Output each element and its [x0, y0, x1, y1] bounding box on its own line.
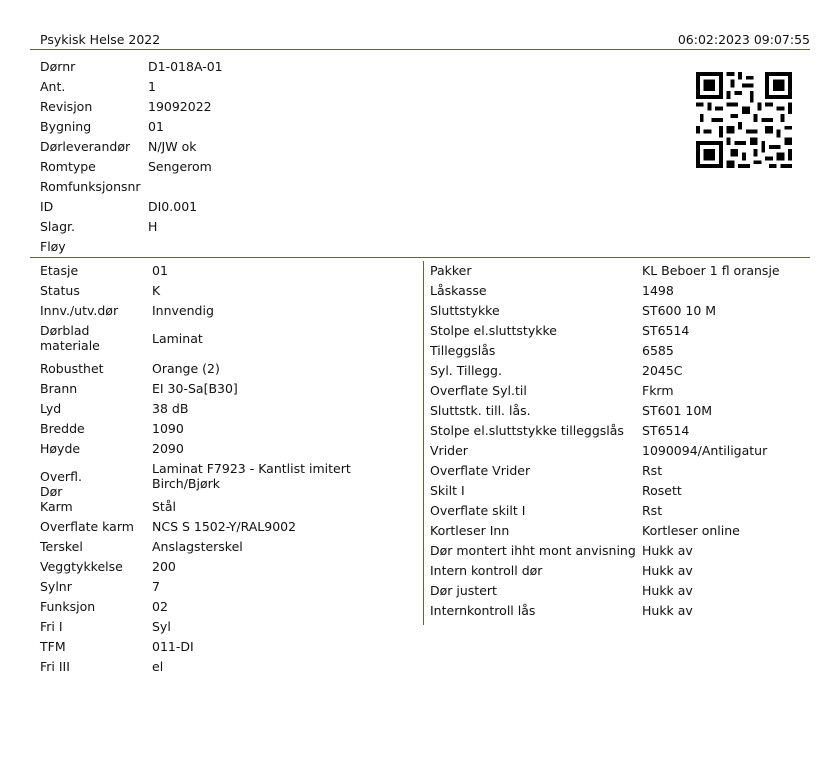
field-value: Kortleser online — [642, 523, 740, 538]
field-label: Robusthet — [40, 361, 104, 376]
field-value: 01 — [152, 263, 168, 278]
field-label: Internkontroll lås — [430, 603, 536, 618]
field-value: N/JW ok — [148, 139, 197, 154]
field-value: el — [152, 659, 164, 674]
field-label: Stolpe el.sluttstykke tilleggslås — [430, 423, 624, 438]
field-value: 1 — [148, 79, 156, 94]
field-value: 01 — [148, 119, 164, 134]
field-label: Revisjon — [40, 99, 93, 114]
field-label: Fri III — [40, 659, 70, 674]
field-label: ID — [40, 199, 54, 214]
field-label: Låskasse — [430, 283, 487, 298]
print-timestamp: 06:02:2023 09:07:55 — [677, 32, 810, 47]
field-value: Laminat — [152, 331, 203, 346]
field-label: Fløy — [40, 239, 66, 254]
field-value: 7 — [152, 579, 160, 594]
field-value: 19092022 — [148, 99, 212, 114]
field-label: Dørleverandør — [40, 139, 131, 154]
field-value: 02 — [152, 599, 168, 614]
right-column — [423, 261, 814, 625]
field-value: Fkrm — [642, 383, 674, 398]
field-value: 200 — [152, 559, 176, 574]
field-value: 2045C — [642, 363, 683, 378]
field-label: Stolpe el.sluttstykke — [430, 323, 557, 338]
field-value: KL Beboer 1 fl oransje — [642, 263, 780, 278]
field-value: Sengerom — [148, 159, 212, 174]
field-label: Ant. — [40, 79, 66, 94]
field-label: Lyd — [40, 401, 62, 416]
field-value: Orange (2) — [152, 361, 220, 376]
field-label: Pakker — [430, 263, 472, 278]
field-label: Sluttstk. till. lås. — [430, 403, 531, 418]
field-label: Skilt I — [430, 483, 465, 498]
field-label: Tilleggslås — [430, 343, 496, 358]
field-value: Anslagsterskel — [152, 539, 243, 554]
field-label: Vrider — [430, 443, 468, 458]
field-value: ST600 10 M — [642, 303, 717, 318]
field-label: Sluttstykke — [430, 303, 500, 318]
door-specification-section — [30, 261, 810, 681]
field-value: Hukk av — [642, 543, 693, 558]
field-value: 1090094/Antiligatur — [642, 443, 768, 458]
field-value: H — [148, 219, 158, 234]
field-value: Rst — [642, 503, 663, 518]
left-column — [30, 261, 420, 681]
field-label: Etasje — [40, 263, 79, 278]
field-label: Dørnr — [40, 59, 76, 74]
field-label: Romtype — [40, 159, 96, 174]
field-value: Syl — [152, 619, 171, 634]
field-value: Stål — [152, 499, 176, 514]
field-value: DI0.001 — [148, 199, 198, 214]
field-value: 38 dB — [152, 401, 189, 416]
field-label: Sylnr — [40, 579, 72, 594]
field-value: Rst — [642, 463, 663, 478]
field-label: Romfunksjonsnr — [40, 179, 141, 194]
field-label: Syl. Tillegg. — [430, 363, 502, 378]
qr-code-icon — [696, 72, 792, 168]
field-label: Karm — [40, 499, 73, 514]
field-label: Overflate skilt I — [430, 503, 526, 518]
field-label: Veggtykkelse — [40, 559, 123, 574]
field-value: ST6514 — [642, 423, 690, 438]
field-label: Funksjon — [40, 599, 96, 614]
field-label: Overflate karm — [40, 519, 134, 534]
field-value: Innvendig — [152, 303, 214, 318]
field-value: EI 30-Sa[B30] — [152, 381, 238, 396]
document-title: Psykisk Helse 2022 — [40, 32, 161, 47]
field-label: Bredde — [40, 421, 85, 436]
field-label: Terskel — [40, 539, 83, 554]
field-value: Hukk av — [642, 603, 693, 618]
field-value: 1498 — [642, 283, 674, 298]
field-value: Hukk av — [642, 563, 693, 578]
field-label: Høyde — [40, 441, 81, 456]
field-label: Dør justert — [430, 583, 497, 598]
field-value: Rosett — [642, 483, 682, 498]
door-identity-section — [30, 57, 810, 258]
field-value: NCS S 1502-Y/RAL9002 — [152, 519, 297, 534]
field-value: 2090 — [152, 441, 184, 456]
page-header — [30, 30, 810, 50]
field-label: TFM — [40, 639, 66, 654]
field-label: Fri I — [40, 619, 63, 634]
field-label: Dør montert ihht mont anvisning — [430, 543, 636, 558]
field-value: K — [152, 283, 161, 298]
field-label: Brann — [40, 381, 78, 396]
field-label: Slagr. — [40, 219, 75, 234]
field-value: ST6514 — [642, 323, 690, 338]
field-value: ST601 10M — [642, 403, 713, 418]
field-value: Laminat F7923 - Kantlist imitert Birch/Bjørk — [152, 461, 351, 491]
field-label: Status — [40, 283, 80, 298]
field-label: Overflate Syl.til — [430, 383, 527, 398]
field-label: Overflate Vrider — [430, 463, 531, 478]
field-value: D1-018A-01 — [148, 59, 223, 74]
field-label: Innv./utv.dør — [40, 303, 119, 318]
field-label: Overfl. Dør — [40, 469, 82, 499]
field-value: 6585 — [642, 343, 674, 358]
field-value: 1090 — [152, 421, 184, 436]
field-label: Kortleser Inn — [430, 523, 510, 538]
field-value: 011-DI — [152, 639, 194, 654]
field-value: Hukk av — [642, 583, 693, 598]
field-label: Intern kontroll dør — [430, 563, 543, 578]
field-label: Bygning — [40, 119, 92, 134]
field-label: Dørblad materiale — [40, 323, 100, 353]
